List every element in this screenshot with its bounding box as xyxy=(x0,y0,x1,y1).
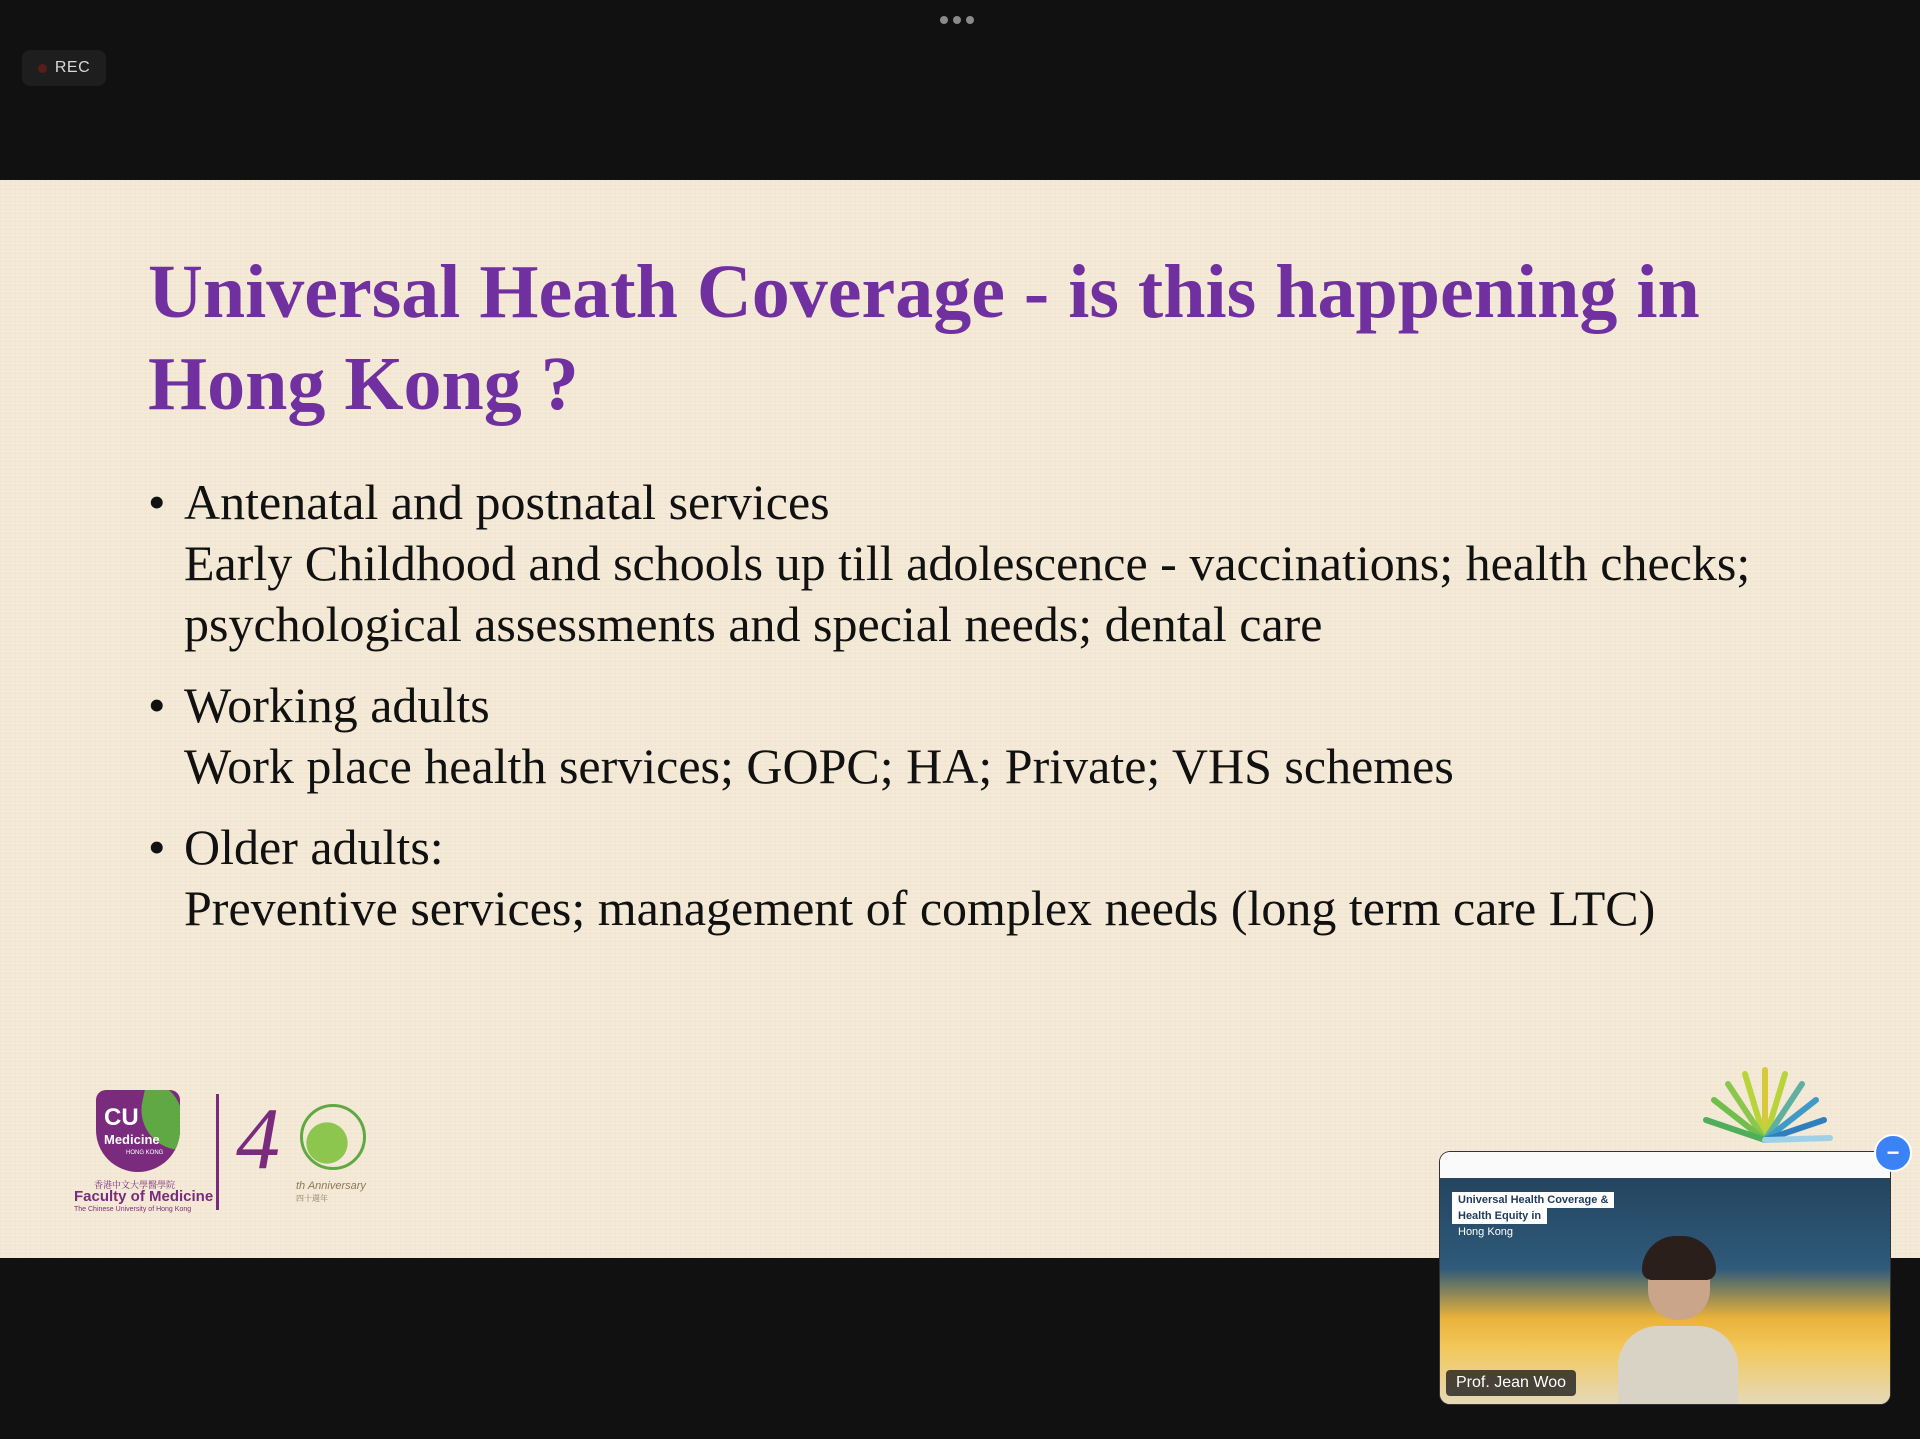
bullet-item xyxy=(148,817,1788,939)
more-options-button[interactable] xyxy=(940,16,974,24)
participant-name-label: Prof. Jean Woo xyxy=(1446,1370,1576,1396)
bullet-detail: Early Childhood and schools up till adolescence - vaccinations; health checks; psychological assessments and special needs; dental care xyxy=(184,535,1751,652)
university-name: The Chinese University of Hong Kong xyxy=(74,1206,192,1213)
bullet-marker: • xyxy=(148,474,166,530)
bullet-item xyxy=(148,472,1788,655)
virtual-background-location: Hong Kong xyxy=(1458,1226,1514,1238)
bullet-marker: • xyxy=(148,819,166,875)
more-dots-icon xyxy=(940,16,948,24)
participant-video-tile[interactable] xyxy=(1440,1152,1890,1404)
recording-indicator[interactable] xyxy=(22,50,106,86)
minimize-video-button[interactable] xyxy=(1874,1134,1912,1172)
record-dot-icon xyxy=(38,64,47,73)
minimize-icon: − xyxy=(1886,1140,1900,1165)
leaf-circle-icon xyxy=(300,1104,366,1170)
shared-slide xyxy=(0,180,1920,1258)
sunburst-logo-icon xyxy=(1690,1060,1840,1150)
cu-medicine-shield-icon: CU Medicine HONG KONG xyxy=(96,1090,180,1172)
bullet-heading: Working adults xyxy=(184,677,490,733)
virtual-background-subtitle: Health Equity in xyxy=(1452,1208,1547,1224)
bullet-list xyxy=(148,472,1788,959)
faculty-logo xyxy=(70,1090,370,1215)
bullet-heading: Antenatal and postnatal services xyxy=(184,474,830,530)
faculty-name-cn: 香港中文大學醫學院 xyxy=(94,1180,176,1190)
bullet-detail: Work place health services; GOPC; HA; Private; VHS schemes xyxy=(184,738,1454,794)
logo-divider xyxy=(216,1094,219,1210)
faculty-name: Faculty of Medicine xyxy=(74,1188,214,1205)
bullet-heading: Older adults: xyxy=(184,819,444,875)
slide-title: Universal Heath Coverage - is this happening in Hong Kong ? xyxy=(148,250,1700,426)
bullet-item xyxy=(148,675,1788,797)
anniversary-number: 4 xyxy=(236,1091,280,1188)
bullet-marker: • xyxy=(148,677,166,733)
participant-avatar xyxy=(1618,1240,1738,1404)
virtual-background-title: Universal Health Coverage & xyxy=(1452,1192,1614,1208)
rec-label: REC xyxy=(54,59,91,76)
anniversary-text: th Anniversary xyxy=(296,1180,366,1192)
video-header-strip xyxy=(1440,1152,1890,1178)
anniversary-text-cn: 四十週年 xyxy=(296,1194,328,1203)
bullet-detail: Preventive services; management of complex needs (long term care LTC) xyxy=(184,880,1656,936)
